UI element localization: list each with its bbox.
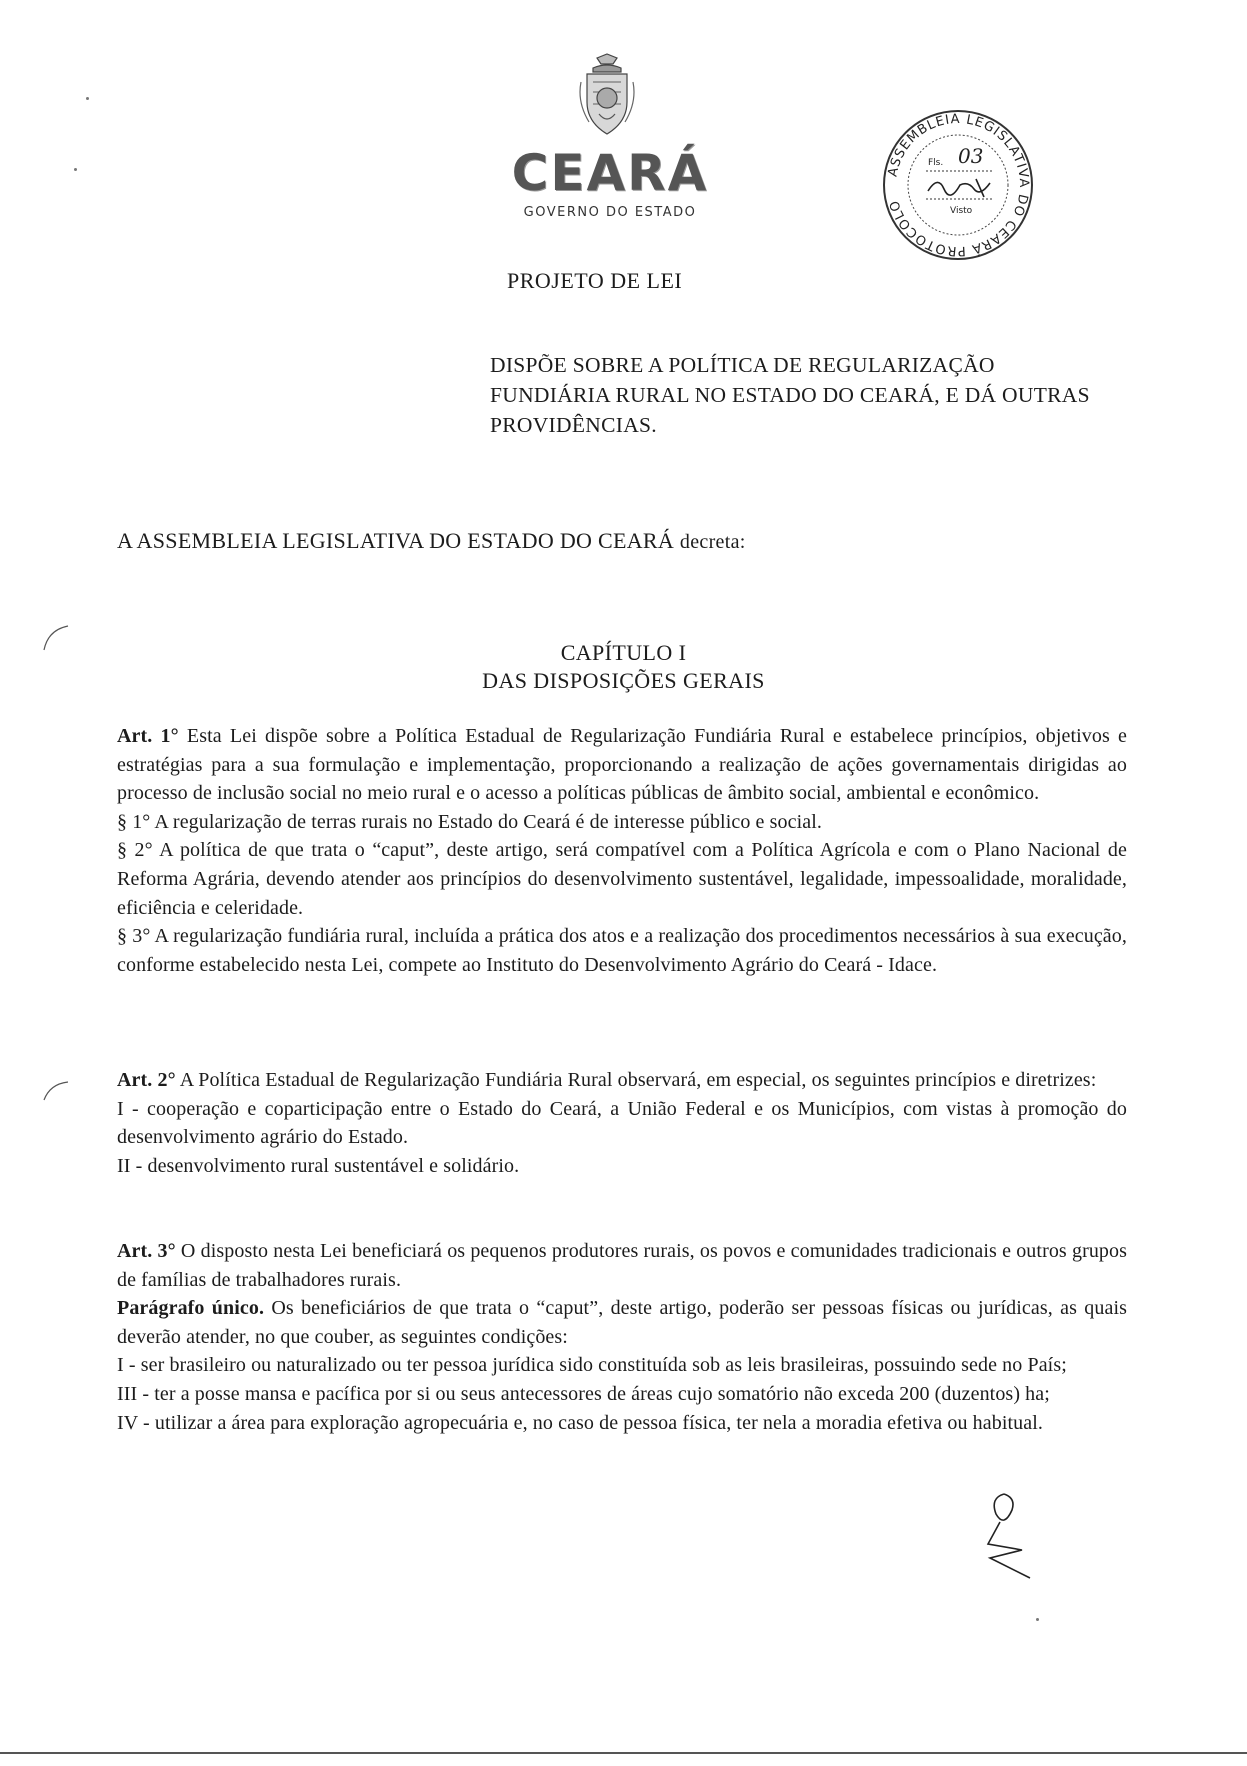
article-1-paragraph-3: § 3° A regularização fundiária rural, incluída a prática dos atos e a realização dos procedimentos necessários à sua execução, conforme estabelecido nesta Lei, compete ao Instituto do Desenvolvimento Agrário do Ceará - Idace. — [117, 925, 1127, 976]
article-2 — [117, 1066, 1127, 1180]
article-1-text: Esta Lei dispõe sobre a Política Estadual de Regularização Fundiária Rural e estabelece princípios, objetivos e estratégias para a sua formulação e implementação, proporcionando a realização de ações governamentais dirigidas ao processo de inclusão social no meio rural e o acesso a políticas públicas de âmbito social, ambiental e econômico. — [117, 725, 1127, 805]
document-summary: DISPÕE SOBRE A POLÍTICA DE REGULARIZAÇÃO FUNDIÁRIA RURAL NO ESTADO DO CEARÁ, E DÁ OUTRAS PROVIDÊNCIAS. — [490, 353, 1090, 437]
article-2-item-i: I - cooperação e coparticipação entre o Estado do Ceará, a União Federal e os Municípios, com vistas à promoção do desenvolvimento agrário do Estado. — [117, 1097, 1127, 1149]
stamp-fls-label: Fls. — [928, 158, 944, 168]
scan-speck — [86, 97, 89, 100]
article-3 — [117, 1237, 1127, 1437]
document-type: PROJETO DE LEI — [507, 268, 683, 293]
stamp-visto-label: Visto — [950, 206, 973, 216]
article-2-text: A Política Estadual de Regularização Fundiária Rural observará, em especial, os seguintes princípios e diretrizes: — [179, 1069, 1097, 1091]
margin-mark-icon — [42, 1078, 72, 1102]
enacting-verb: decreta: — [679, 531, 746, 553]
article-3-text: O disposto nesta Lei beneficiará os pequenos produtores rurais, os povos e comunidades tradicionais e outros grupos de famílias de trabalhadores rurais. — [117, 1240, 1128, 1291]
enacting-body: A ASSEMBLEIA LEGISLATIVA DO ESTADO DO CEARÁ — [117, 528, 675, 553]
chapter-title: DAS DISPOSIÇÕES GERAIS — [482, 668, 765, 693]
stamp-fls-value: 03 — [958, 144, 984, 168]
article-2-label: Art. 2° — [117, 1069, 176, 1091]
letterhead-subtitle: GOVERNO DO ESTADO — [523, 205, 697, 220]
svg-text:ASSEMBLEIA LEGISLATIVA DO CEAR — [886, 112, 1032, 258]
sole-paragraph-text: Os beneficiários de que trata o “caput”, deste artigo, poderão ser pessoas físicas ou jurídicas, as quais deverão atender, no que couber, as seguintes condições: — [117, 1297, 1127, 1348]
article-2-caput — [117, 1066, 1127, 1095]
protocol-stamp — [878, 105, 1038, 265]
article-3-sole-paragraph — [117, 1294, 1127, 1351]
bottom-rule — [0, 1752, 1247, 1754]
stamp-ring-text: ASSEMBLEIA LEGISLATIVA DO CEARÁ PROTOCOLO — [885, 111, 1032, 259]
margin-mark-icon — [42, 622, 72, 652]
chapter-number: CAPÍTULO I — [560, 640, 687, 665]
article-3-label: Art. 3° — [117, 1240, 176, 1262]
stamp-signature — [928, 179, 990, 197]
letterhead-name: CEARÁ — [511, 144, 709, 202]
sole-paragraph-label: Parágrafo único. — [117, 1297, 265, 1320]
enacting-clause — [117, 528, 1117, 554]
initials-signature-icon — [960, 1488, 1050, 1583]
article-1-paragraph-1: § 1° A regularização de terras rurais no Estado do Ceará é de interesse público e social. — [117, 810, 822, 833]
article-1 — [117, 722, 1127, 979]
article-3-item-i: I - ser brasileiro ou naturalizado ou ter pessoa jurídica sido constituída sob as leis brasileiras, possuindo sede no País; — [117, 1354, 1067, 1377]
article-1-paragraph-2: § 2° A política de que trata o “caput”, deste artigo, será compatível com a Política Agrícola e com o Plano Nacional de Reforma Agrária, devendo atender aos princípios do desenvolvimento sustentável, legalidade, impessoalidade, moralidade, eficiência e celeridade. — [117, 839, 1127, 919]
article-1-caput — [117, 722, 1127, 808]
article-2-item-ii: II - desenvolvimento rural sustentável e solidário. — [117, 1154, 520, 1177]
scan-speck — [74, 168, 77, 171]
article-1-label: Art. 1° — [117, 725, 179, 747]
article-3-item-iv: IV - utilizar a área para exploração agropecuária e, no caso de pessoa física, ter nela a moradia efetiva ou habitual. — [117, 1411, 1043, 1434]
scan-speck — [1036, 1618, 1039, 1621]
article-3-caput — [117, 1237, 1127, 1294]
article-3-item-iii: III - ter a posse mansa e pacífica por si ou seus antecessores de áreas cujo somatório não exceda 200 (duzentos) ha; — [117, 1382, 1050, 1405]
